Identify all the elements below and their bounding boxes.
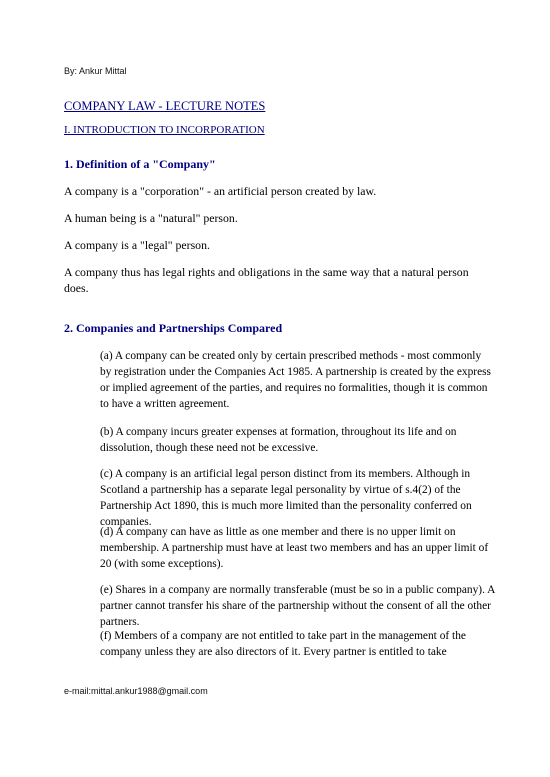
list-item: (b) A company incurs greater expenses at formation, throughout its life and on dissolution, though these need not be excessive. <box>100 426 457 454</box>
list-item: (a) A company can be created only by certain prescribed methods - most commonly by registration under the Companies Act 1985. A partnership is created by the express or implied agreement of the parties, and requires no formalities, though it is common to have a written agreement. <box>100 350 491 410</box>
list-item: (d) A company can have as little as one member and there is no upper limit on membership. A partnership must have at least two members and has an upper limit of 20 (with some exceptions). <box>100 526 489 570</box>
paragraph: A human being is a "natural" person. <box>64 211 238 225</box>
document-title: COMPANY LAW - LECTURE NOTES <box>64 99 266 113</box>
heading-definition: 1. Definition of a "Company" <box>64 157 216 171</box>
list-item: (f) Members of a company are not entitled to take part in the management of the company unless they are also directors of it. Every partner is entitled to take <box>100 630 466 658</box>
paragraph: A company is a "legal" person. <box>64 238 210 252</box>
list-item: (c) A company is an artificial legal person distinct from its members. Although in Scotland a partnership has a separate legal personality by virtue of s.4(2) of the Partnership Act 1890, this is much more limited than the personality conferred on companies. <box>100 468 472 528</box>
heading-companies-partnerships: 2. Companies and Partnerships Compared <box>64 321 283 335</box>
email-footer: e-mail:mittal.ankur1988@gmail.com <box>64 686 208 696</box>
author-header: By: Ankur Mittal <box>64 66 127 76</box>
paragraph: A company thus has legal rights and obligations in the same way that a natural person does. <box>64 265 469 295</box>
section-title: I. INTRODUCTION TO INCORPORATION <box>64 124 265 136</box>
list-item: (e) Shares in a company are normally transferable (must be so in a public company). A partner cannot transfer his share of the partnership without the consent of all the other partners. <box>100 584 495 628</box>
paragraph: A company is a "corporation" - an artificial person created by law. <box>64 184 377 198</box>
